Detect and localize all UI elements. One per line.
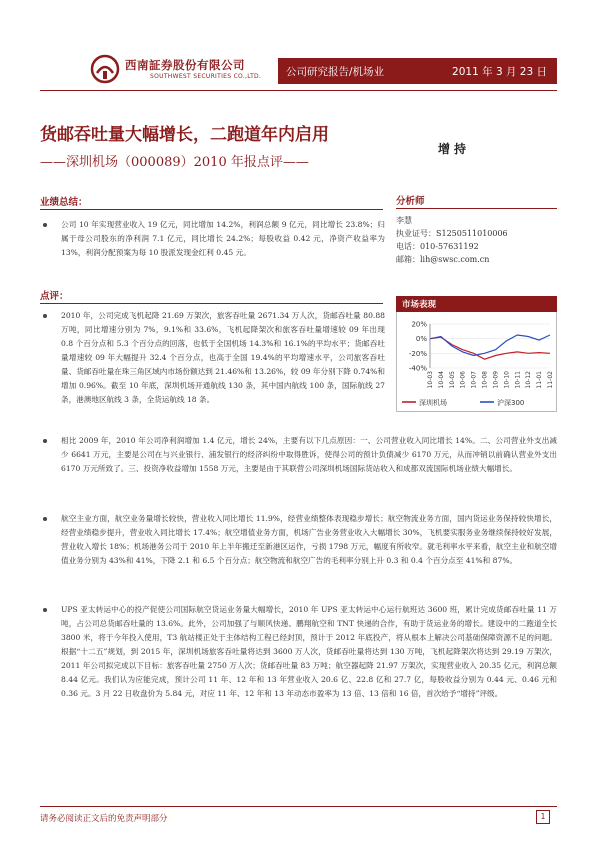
comment-paragraph-3 [40,512,557,568]
x-tick-label: 10-04 [437,371,445,389]
y-tick-label: -20% [408,349,427,358]
x-tick-label: 10-12 [525,371,533,389]
market-heading-bar [396,296,557,312]
comment-paragraph-1 [40,309,385,407]
x-tick-label: 10-06 [459,371,467,389]
analyst-email[interactable]: 邮箱：lih@swsc.com.cn [396,255,490,264]
comment-paragraph-4 [40,603,557,701]
summary-heading: 业绩总结： [40,197,88,208]
bullet-icon [43,223,47,227]
report-title: 货邮吞吐量大幅增长，二跑道年内启用 [40,125,329,145]
header-divider [40,90,557,91]
company-logo-icon [90,54,120,84]
analyst-divider [396,208,557,209]
analyst-cert: 执业证号：S1250511010006 [396,229,508,238]
x-tick-label: 10-10 [503,371,511,389]
summary-divider [40,209,383,210]
series-line [430,337,550,359]
x-tick-label: 10-03 [427,371,434,389]
footer-divider [40,806,557,807]
paragraph-text: 相比 2009 年，2010 年公司净利润增加 1.4 亿元，增长 24%，主要有以下几点原因：一、公司营业收入同比增长 14%。二、公司营业外支出减少 6641 万元，主要是公司在与兴业银行、浦发银行的经济纠纷中取得胜诉，使得公司的预计负债减少 6170 万元，从而冲销以前确认营业外支出 6170 万元所致了。三、投资净收益增加 1558 万元，主要是由于其联营公司深圳机场国际货站收入和成都双流国际机场业绩大幅增长。 [61,436,557,473]
x-tick-label: 11-02 [547,371,554,389]
report-subtitle: ——深圳机场（000089）2010 年报点评—— [40,155,309,170]
report-header [0,0,595,100]
rating-label: 增持 [438,142,471,156]
report-date: 2011 年 3 月 23 日 [452,66,547,78]
disclaimer-note: 请务必阅读正文后的免责声明部分 [40,814,168,824]
analyst-info [396,214,508,266]
legend-label: 深圳机场 [419,399,447,407]
x-tick-label: 10-09 [492,371,500,389]
legend-label: 沪深300 [497,399,525,407]
bullet-icon [43,608,47,612]
y-tick-label: 20% [411,320,427,329]
x-tick-label: 10-11 [514,371,522,389]
analyst-name: 李慧 [396,216,412,225]
market-heading: 市场表现 [402,300,437,310]
report-info-bar [278,58,557,84]
bullet-icon [43,439,47,443]
summary-paragraph [40,218,385,260]
page-number: 1 [536,810,550,824]
report-category: 公司研究报告/机场业 [286,66,385,78]
paragraph-text: 航空主业方面，航空业务量增长较快，营业收入同比增长 11.9%，经营业绩整体表现稳步增长；航空物流业务方面，国内货运业务保持较快增长，经营业绩稳步提升，营业收入同比增长 17.4%；航空增值业务方面，机场广告业务营业收入大幅增长 30%，飞机要实服务业务继续保持较好发展，营业收入增长 18%；机场港务公司于 2010 年上半年搬迁至新港区运作，亏损 1798 万元，幅度有所收窄。就毛利率水平来看，航空主业和航空增值业务分别为 43%和 41%，下降 2.1 和 6.5 个百分点；航空物流和航空广告的毛利率分别上升 0.3 和 0.4 个百分点至 41%和 87%。 [61,514,557,565]
x-tick-label: 10-07 [470,371,478,389]
x-tick-label: 10-08 [481,371,489,389]
y-tick-label: -40% [408,364,427,373]
x-tick-label: 10-05 [448,371,456,389]
company-name-cn: 西南証券股份有限公司 [125,58,245,72]
comment-heading: 点评： [40,291,69,302]
analyst-phone: 电话：010-57631192 [396,242,479,251]
company-name-en: SOUTHWEST SECURITIES CO.,LTD. [150,73,262,80]
market-performance-chart [396,316,557,410]
paragraph-text: 2010 年，公司完成飞机起降 21.69 万架次，旅客吞吐量 2671.34 万人次，货邮吞吐量 80.88 万吨，同比增速分别为 7%，9.1%和 33.6%，飞机起降架次和旅客吞吐量增速较 09 年出现 0.8 个百分点和 5.3 个百分点的回落，也低于全国机场 14.3%和 16.1%的平均水平；货邮吞吐量增速较 09 年大幅提升 32.4 个百分点，也高于全国 19.4%的平均增速水平，公司旅客吞吐量、货邮吞吐量在珠三角区域内市场份额达到 21.46%和 13.26%，较 09 年分别下降 0.74%和增加 0.96%。截至 10 年底，深圳机场开通航线 130 条，其中国内航线 100 条，国际航线 27 条，港澳地区航线 3 条，全货运航线 18 条。 [61,311,385,404]
summary-text: 公司 10 年实现营业收入 19 亿元，同比增加 14.2%，利润总额 9 亿元，同比增长 23.8%；归属于母公司股东的净利润 7.1 亿元，同比增长 24.2%；每股收益 0.42 元，净资产收益率为 13%，利润分配预案为每 10 股派发现金红利 0.45 元。 [61,220,385,257]
y-tick-label: 0% [415,335,427,344]
comment-divider [40,303,383,304]
series-line [430,335,550,356]
paragraph-text: UPS 亚太转运中心的投产促使公司国际航空货运业务量大幅增长，2010 年 UPS 亚太转运中心运行航班达 3600 班，累计完成货邮吞吐量 11 万吨，占公司总货邮吞吐量的 13.6%。此外，公司加强了与顺风快递、鹏翔航空和 TNT 快递的合作，有助于货运业务的增长。建设中的二跑道全长 3800 米，将于今年投入使用，T3 航站楼正处于主体结构工程已经封顶，预计于 2012 年底投产，将从根本上解决公司基础保障资源不足的问题。根据“十二五”规划，到 2015 年，深圳机场旅客吞吐量将达到 3600 万人次，货邮吞吐量将达到 130 万吨，飞机起降架次将达到 29.19 万架次，2011 年公司拟完成以下目标：旅客吞吐量 2750 万人次；货邮吞吐量 83 万吨；航空器起降 21.97 万架次，实现营业收入 20.35 亿元，利润总额 8.44 亿元。我们认为应能完成，预计公司 11 年、12 年和 13 年营业收入 20.6 亿、22.8 亿和 27.7 亿，每股收益分别为 0.44 元、0.46 元和 0.36 元。3 月 22 日收盘价为 5.84 元，对应 11 年、12 年和 13 年动态市盈率为 13 倍、13 倍和 16 倍，首次给予“增持”评级。 [61,605,557,698]
bullet-icon [43,314,47,318]
x-tick-label: 11-01 [536,371,544,389]
analyst-heading: 分析师 [396,196,425,207]
comment-paragraph-2 [40,434,557,476]
bullet-icon [43,517,47,521]
